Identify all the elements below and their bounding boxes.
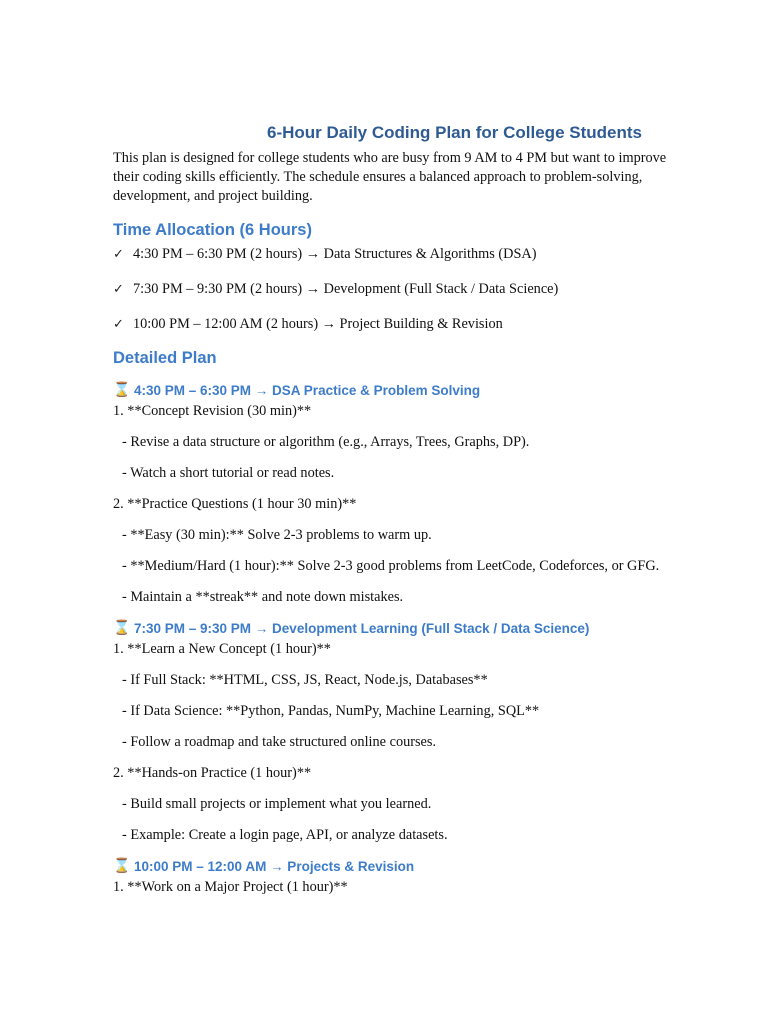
plan-substep: - If Full Stack: **HTML, CSS, JS, React, Node.js, Databases** [122, 672, 488, 688]
time-allocation-item-text: 4:30 PM – 6:30 PM (2 hours) → Data Structures & Algorithms (DSA) [133, 246, 537, 262]
check-icon: ✓ [113, 247, 124, 262]
check-icon: ✓ [113, 317, 124, 332]
time-allocation-item [113, 245, 673, 264]
section-heading-text: 4:30 PM – 6:30 PM → DSA Practice & Problem Solving [134, 383, 481, 398]
hourglass-icon: ⌛ [113, 382, 131, 398]
plan-step: 2. **Hands-on Practice (1 hour)** [113, 765, 312, 781]
plan-step: 1. **Learn a New Concept (1 hour)** [113, 641, 331, 657]
check-icon: ✓ [113, 282, 124, 297]
plan-substep: - Build small projects or implement what you learned. [122, 796, 432, 812]
plan-substep: - **Easy (30 min):** Solve 2-3 problems to warm up. [122, 527, 432, 543]
plan-substep: - If Data Science: **Python, Pandas, NumPy, Machine Learning, SQL** [122, 703, 540, 719]
plan-substep: - Follow a roadmap and take structured online courses. [122, 734, 437, 750]
plan-substep: - Example: Create a login page, API, or analyze datasets. [122, 827, 448, 843]
time-allocation-item-text: 10:00 PM – 12:00 AM (2 hours) → Project Building & Revision [133, 316, 503, 332]
time-allocation-item [113, 280, 673, 299]
time-allocation-item-text: 7:30 PM – 9:30 PM (2 hours) → Development (Full Stack / Data Science) [133, 281, 559, 297]
document-title: 6-Hour Daily Coding Plan for College Students [267, 123, 642, 142]
plan-substep: - **Medium/Hard (1 hour):** Solve 2-3 good problems from LeetCode, Codeforces, or GFG. [122, 558, 660, 574]
section-heading-dsa [113, 381, 673, 400]
plan-substep: - Maintain a **streak** and note down mistakes. [122, 589, 404, 605]
hourglass-icon: ⌛ [113, 858, 131, 874]
hourglass-icon: ⌛ [113, 620, 131, 636]
plan-step: 2. **Practice Questions (1 hour 30 min)** [113, 496, 357, 512]
detailed-plan-heading: Detailed Plan [113, 349, 217, 367]
plan-step: 1. **Work on a Major Project (1 hour)** [113, 879, 348, 895]
section-heading-projects [113, 857, 673, 876]
document-page [113, 122, 673, 909]
plan-substep: - Watch a short tutorial or read notes. [122, 465, 335, 481]
section-heading-text: 10:00 PM – 12:00 AM → Projects & Revision [134, 859, 415, 874]
plan-step: 1. **Concept Revision (30 min)** [113, 403, 312, 419]
intro-paragraph: This plan is designed for college students who are busy from 9 AM to 4 PM but want to improve their coding skills efficiently. The schedule ensures a balanced approach to problem-solving, development, and project building. [113, 150, 667, 204]
time-allocation-heading: Time Allocation (6 Hours) [113, 221, 312, 239]
section-heading-text: 7:30 PM – 9:30 PM → Development Learning (Full Stack / Data Science) [134, 621, 590, 636]
time-allocation-item [113, 315, 673, 334]
section-heading-development [113, 619, 673, 638]
plan-substep: - Revise a data structure or algorithm (e.g., Arrays, Trees, Graphs, DP). [122, 434, 530, 450]
